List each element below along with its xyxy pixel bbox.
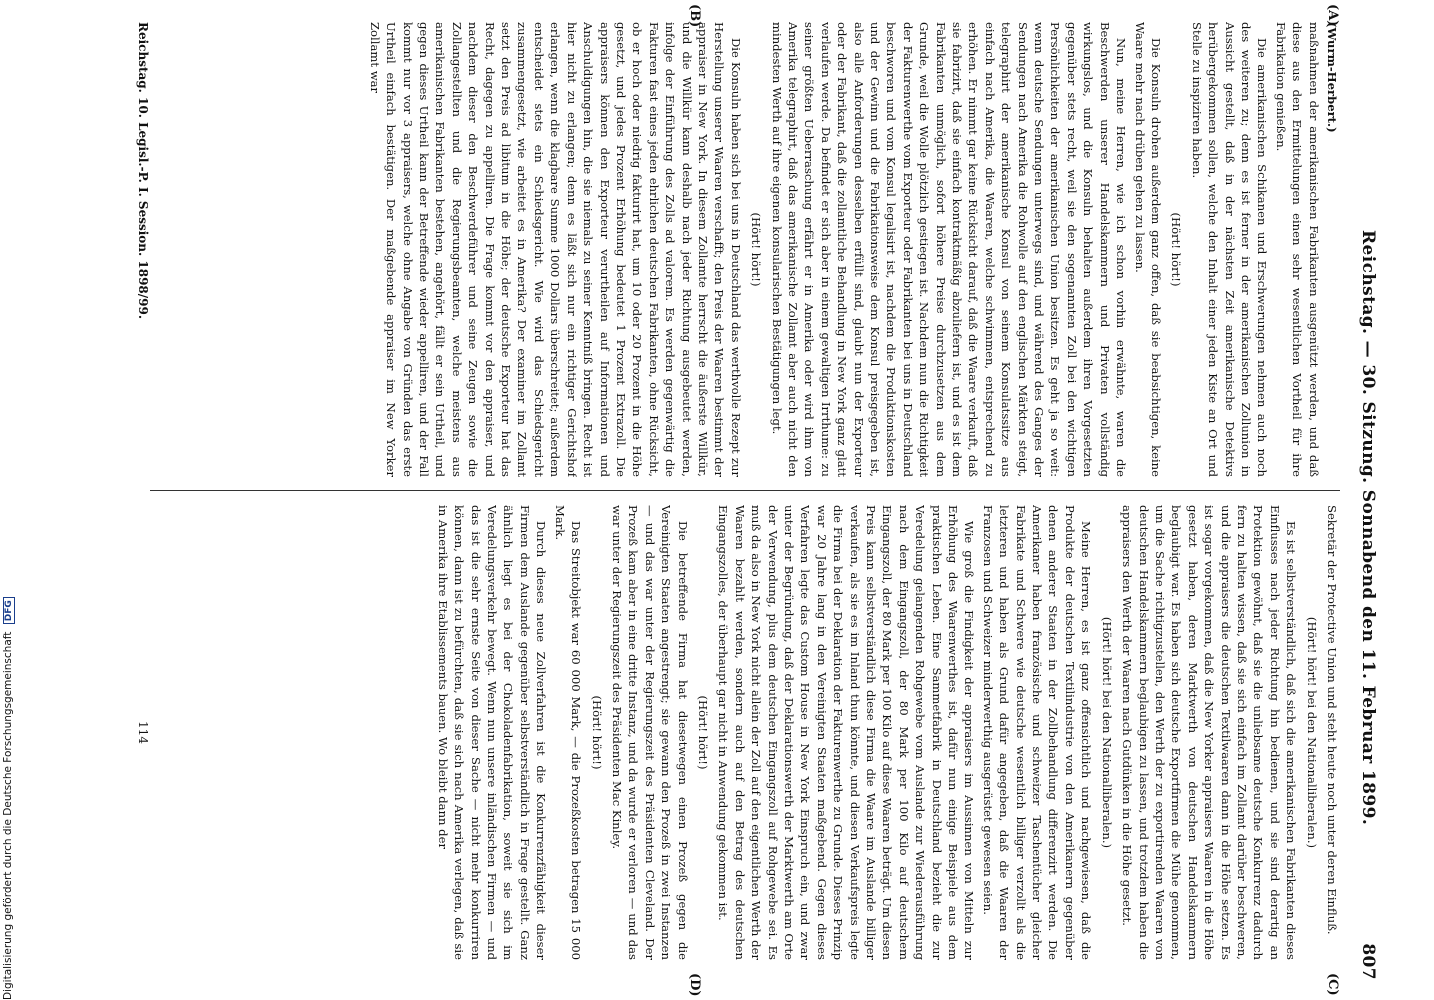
page-number: 807 — [1358, 943, 1378, 980]
speaker-label: (Wurm-Herbert.) — [1325, 22, 1339, 133]
margin-mark-b: (B) — [687, 4, 702, 28]
dfg-logo-icon: DFG — [3, 597, 15, 624]
document-page — [80, 0, 1390, 1000]
margin-mark-d: (D) — [687, 973, 702, 997]
margin-mark-c: (C) — [1325, 973, 1340, 996]
left-column — [160, 22, 1340, 477]
interjection: (Hört! hört!) — [749, 212, 764, 287]
paragraph: maßnahmen der amerikanischen Fabrikanten ausgenützt werden, und daß diese aus den Ermittelungen einen sehr wesentlichen Vortheil für ihre Fabrikation genießen. — [1273, 22, 1321, 477]
footer-session-info: Reichstag. 10. Legisl.-P. I. Session. 1898/99. — [136, 22, 150, 320]
paragraph: Sekretär der Protective Union und steht heute noch unter deren Einfluß. — [1325, 505, 1339, 935]
margin-mark-a: (A) — [1325, 4, 1340, 27]
paragraph: Durch dieses neue Zollverfahren ist die Konkurrenzfähigkeit dieser Firmen dem Auslande gegenüber selbstverständlich in Frage gestellt. Ganz ähnlich liegt es bei der Chokoladenfabrikation, soweit sie sich im Veredelungsverkehr bewegt. Wenn nun unsere inländischen Firmen — und das ist die sehr ernste Seite von dieser Sache — nicht mehr konkurriren können, dann ist zu befürchten, daß sie sich nach Amerika verlegen, daß sie in Amerika ihre Etablissements bauen. Wo bleibt dann der — [435, 505, 549, 960]
column-divider — [150, 490, 1340, 491]
paragraph: Meine Herren, es ist ganz offensichtlich und nachgewiesen, daß die Produkte der deutschen Textilindustrie von den Amerikanern gegenüber denen anderer Staaten in der Zollbehandlung differenzirt werden. Die Amerikaner haben französische und schweizer Taschentücher gleicher Fabrikate und Schwere wie deutsche wesentlich billiger verzollt als die letzteren und haben als Grund dafür angegeben, daß die Waaren der Franzosen und Schweizer minderwerthig ausgerüstet gewesen seien. — [980, 505, 1094, 960]
paragraph: Das Streitobjekt war 60 000 Mark, — die Prozeßkosten betragen 15 000 Mark. — [552, 505, 584, 960]
paragraph: Nun, meine Herren, wie ich schon vorhin erwähnte, waren die Beschwerden unserer Handelskammern und Privaten vollständig wirkungslos, und die Konsuln behalten außerdem ihren Vorgesetzten gegenüber stets recht, weil sie den sogenannten Zoll bei den wichtigen Persönlichkeiten der amerikanischen Union besitzen. Es geht ja so weit: wenn deutsche Sendungen unterwegs sind, und während des Ganges der Sendungen nach Amerika die Rohwolle auf den englischen Märkten steigt, telegraphirt der amerikanische Konsul von seinem Konsulatssitze aus einfach nach Amerika, die Waaren, welche schwimmen, entsprechend zu erhöhen. Er nimmt gar keine Rücksicht darauf, daß die Waare verkauft, daß sie fabrizirt, daß sie einfach kontraktmäßig abzuliefern ist, und es ist dem Fabrikanten unmöglich, sofort höhere Preise durchzusetzen aus dem Grunde, weil die Wolle plötzlich gestiegen ist. Nachdem nun die Richtigkeit der Fakturenwerthe vom Exporteur oder Fabrikanten bei uns in Deutschland beschworen und vom Konsul legalisirt ist, nachdem die Produktionskosten und der Gewinn und die Fabrikationsweise dem Konsul preisgegeben ist, also alle Anforderungen desselben erfüllt sind, glaubt nun der Exporteur oder der Fabrikant, daß die zollamtliche Behandlung in New York ganz glatt verlaufen werde. Da befindet er sich aber in einem gewaltigen Irrthume: zu seiner größten Ueberraschung erfährt er in Amerika oder wird ihm von Amerika telegraphirt, daß das amerikanische Zollamt aber auch nicht den mindesten Werth auf ihre eigenen konsularischen Bestätigungen legt. — [769, 22, 1129, 477]
paragraph: Die Konsuln drohen außerdem ganz offen, daß sie beabsichtigen, keine Waare mehr nach drüben gehen zu lassen. — [1132, 22, 1163, 477]
digitization-credit — [2, 440, 16, 1000]
paragraph: Die Konsuln haben sich bei uns in Deutschland das werthvolle Rezept zur Herstellung unserer Waaren verschafft; den Preis der Waaren bestimmt der appraiser in New York. In diesem Zollamte herrscht die äußerste Willkür, und die Willkür kann deshalb nach jeder Richtung ausgebeutet werden, infolge der Einführung des Zolls ad valorem. Es werden gegenwärtig die Fakturen fast eines jeden ehrlichen deutschen Fabrikanten, ohne Rücksicht, ob er hoch oder niedrig fakturirt hat, um 10 oder 20 Prozent in die Höhe gesetzt, und jedes Prozent Erhöhung bedeutet 1 Prozent Extrazoll. Die appraisers können den Exporteur verurtheilen auf Informationen und Anschuldigungen hin, die sie niemals zu seiner Kenntniß bringen. Recht ist hier nicht zu erlangen; denn es läßt sich nur ein richtiger Gerichtshof erlangen, wenn die klagbare Summe 1000 Dollars überschreitet; außerdem entscheidet stets ein Schiedsgericht. Wie wird das Schiedsgericht zusammengesetzt, wie arbeitet es in Amerika? Der examiner im Zollamt setzt den Preis ad libitum in die Höhe; der deutsche Exporteur hat das Recht, dagegen zu appelliren. Die Frage kommt vor den appraiser, und nachdem dieser den Beschwerdeführer und seine Zeugen sowie die Zollangestellten und die Regierungsbeamten, welche meistens aus amerikanischen Fabrikanten bestehen, angehört, fällt er sein Urtheil, und gegen dieses Urtheil kann der Betreffende wieder appelliren, und der Fall kommt nur vor 3 appraisers, welche ohne Angabe von Gründen das erste Urtheil einfach bestätigen. Der maßgebende appraiser im New Yorker Zollamt war — [367, 22, 743, 477]
paragraph: Wie groß die Findigkeit der appraisers im Aussinnen von Mitteln zur Erhöhung des Waarenwerthes ist, dafür nun einige Beispiele aus dem praktischen Leben. Eine Sammetfabrik in Deutschland bezieht die zur Veredelung gelangenden Rohgewebe vom Auslande zur Wiederausführung nach dem Eingangszoll, der 80 Mark per 100 Kilo auf deutschem Eingangszoll, der 80 Mark per 100 Kilo auf diese Waaren beträgt. Um diesen Preis kann selbstverständlich diese Firma die Waare im Auslande billiger verkaufen, als sie es im Inland thun könnte, und diesen Verkaufspreis legte die Firma bei der Deklaration der Fakturenwerthe zu Grunde. Dieses Prinzip war 20 Jahre lang in den Vereinigten Staaten maßgebend. Gegen dieses Verfahren legte das Custom House in New York Einspruch ein, und zwar unter der Begründung, daß der Deklarationswerth der Marktwerth am Orte der Verwendung, plus dem deutschen Eingangszoll auf Rohgewebe sei. Es muß da also in New York nicht allein der Zoll auf den eigentlichen Werth der Waaren bezahlt werden, sondern auch auf den Betrag des deutschen Eingangszolles, der überhaupt gar nicht in Anwendung gekommen ist. — [716, 505, 977, 960]
footer-sheet-number: 114 — [136, 721, 150, 744]
paragraph: Es ist selbstverständlich, daß sich die amerikanischen Fabrikanten dieses Einflusses nach jeder Richtung hin bedienen, und sie sind derartig an Protektion gewöhnt, daß sie die unliebsame deutsche Konkurrenz dadurch fern zu halten wissen, daß sie sich einfach im Zollamt darüber beschweren, und die appraisers die deutschen Textilwaaren dann in die Höhe setzen. Es ist sogar vorgekommen, daß die New Yorker appraisers Waaren in die Höhe gesetzt haben, deren Marktwerth von deutschen Handelskammern beglaubigt war. Es haben sich deutsche Exportfirmen die Mühe genommen, um die Sache richtigzustellen, den Werth der zu exportirenden Waaren von deutschen Handelskammern beglaubigen zu lassen, und trotzdem haben die appraisers den Werth der Waaren nach Gutdünken in die Höhe gesetzt. — [1120, 505, 1299, 960]
credit-text: Digitalisierung gefördert durch die Deutsche Forschungsgemeinschaft — [2, 631, 14, 1000]
paragraph: Die amerikanischen Schikanen und Erschwerungen nehmen auch noch des weiteren zu; denn es ist ferner in der amerikanischen Zollunion in Aussicht gestellt, daß in der nächsten Zeit amerikanische Detektivs herübergekommen sollen, welche den Inhalt einer jeden Kiste an Ort und Stelle zu inspiziren haben. — [1189, 22, 1270, 477]
interjection: (Hört! hört!) — [589, 695, 604, 770]
interjection: (Hört! hört!) — [1169, 212, 1184, 287]
running-head-title: Reichstag. — 30. Sitzung. Sonnabend den 11. Februar 1899. — [1358, 230, 1378, 826]
interjection: (Hört! hört! bei den Nationalliberalen.) — [1304, 616, 1319, 849]
interjection: (Hört! hört! bei den Nationalliberalen.) — [1099, 616, 1114, 849]
paragraph: Die betreffende Firma hat diesetwegen einen Prozeß gegen die Vereinigten Staaten angestrengt; sie gewann den Prozeß in zwei Instanzen — und das war unter der Regierungszeit des Präsidenten Cleveland. Der Prozeß kam aber in eine dritte Instanz, und da wurde er verloren — und das war unter der Regierungszeit des Präsidenten Mac Kinley. — [609, 505, 690, 960]
right-column — [160, 505, 1340, 960]
interjection: (Hört! hört!) — [695, 695, 710, 770]
running-head — [1352, 20, 1378, 980]
